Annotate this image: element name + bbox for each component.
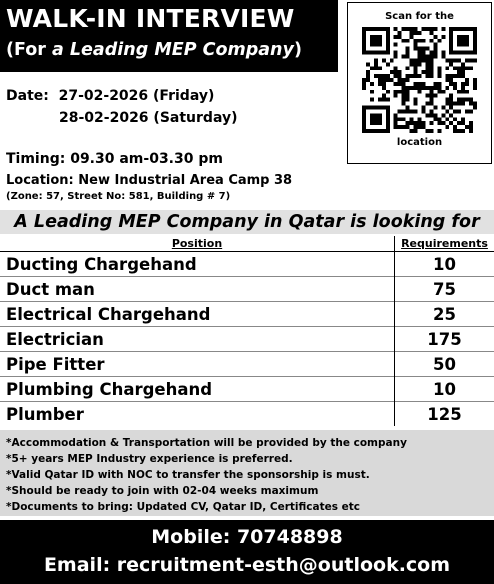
email-address[interactable]: Email: recruitment-esth@outlook.com (43, 554, 451, 576)
requirement-cell: 50 (395, 352, 494, 377)
date-line-1: Date: 27-02-2026 (Friday) (6, 88, 215, 104)
requirement-cell: 10 (395, 252, 494, 277)
table-row (0, 352, 494, 377)
table-row (0, 277, 494, 302)
qr-code-box (347, 2, 492, 164)
notes-panel (0, 430, 494, 516)
position-column-header: Position (0, 236, 395, 252)
qr-code-icon[interactable] (362, 27, 477, 133)
position-cell: Ducting Chargehand (0, 252, 395, 277)
note-item: *Documents to bring: Updated CV, Qatar ID, Certificates etc (6, 501, 361, 513)
requirement-cell: 175 (395, 327, 494, 352)
position-cell: Duct man (0, 277, 395, 302)
requirement-cell: 75 (395, 277, 494, 302)
page-subtitle: (For a Leading MEP Company) (6, 40, 302, 60)
table-row (0, 377, 494, 402)
requirement-cell: 25 (395, 302, 494, 327)
location-text: Location: New Industrial Area Camp 38 (6, 173, 293, 188)
qr-top-label: Scan for the (385, 11, 454, 22)
page-title: WALK-IN INTERVIEW (6, 4, 295, 33)
mobile-number[interactable]: Mobile: 70748898 (151, 526, 343, 548)
table-row (0, 252, 494, 277)
requirement-cell: 10 (395, 377, 494, 402)
table-row (0, 402, 494, 427)
note-item: *Accommodation & Transportation will be provided by the company (6, 437, 407, 449)
notes-list (0, 430, 494, 515)
table-row (0, 327, 494, 352)
note-item: *Should be ready to join with 02-04 weeks maximum (6, 485, 319, 497)
contact-footer (0, 520, 494, 584)
positions-table (0, 236, 494, 426)
requirements-column-header: Requirements (395, 236, 494, 252)
address-text: (Zone: 57, Street No: 581, Building # 7) (6, 191, 231, 202)
position-cell: Plumbing Chargehand (0, 377, 395, 402)
date-line-2: 28-02-2026 (Saturday) (59, 110, 238, 126)
header-banner (0, 0, 338, 72)
position-cell: Electrician (0, 327, 395, 352)
position-cell: Pipe Fitter (0, 352, 395, 377)
requirement-cell: 125 (395, 402, 494, 427)
timing-text: Timing: 09.30 am-03.30 pm (6, 151, 223, 167)
lead-heading: A Leading MEP Company in Qatar is looking for (0, 210, 494, 234)
table-header-row (0, 236, 494, 252)
position-cell: Electrical Chargehand (0, 302, 395, 327)
position-cell: Plumber (0, 402, 395, 427)
note-item: *5+ years MEP Industry experience is preferred. (6, 453, 293, 465)
note-item: *Valid Qatar ID with NOC to transfer the sponsorship is must. (6, 469, 370, 481)
table-row (0, 302, 494, 327)
qr-bottom-label: location (396, 137, 443, 148)
